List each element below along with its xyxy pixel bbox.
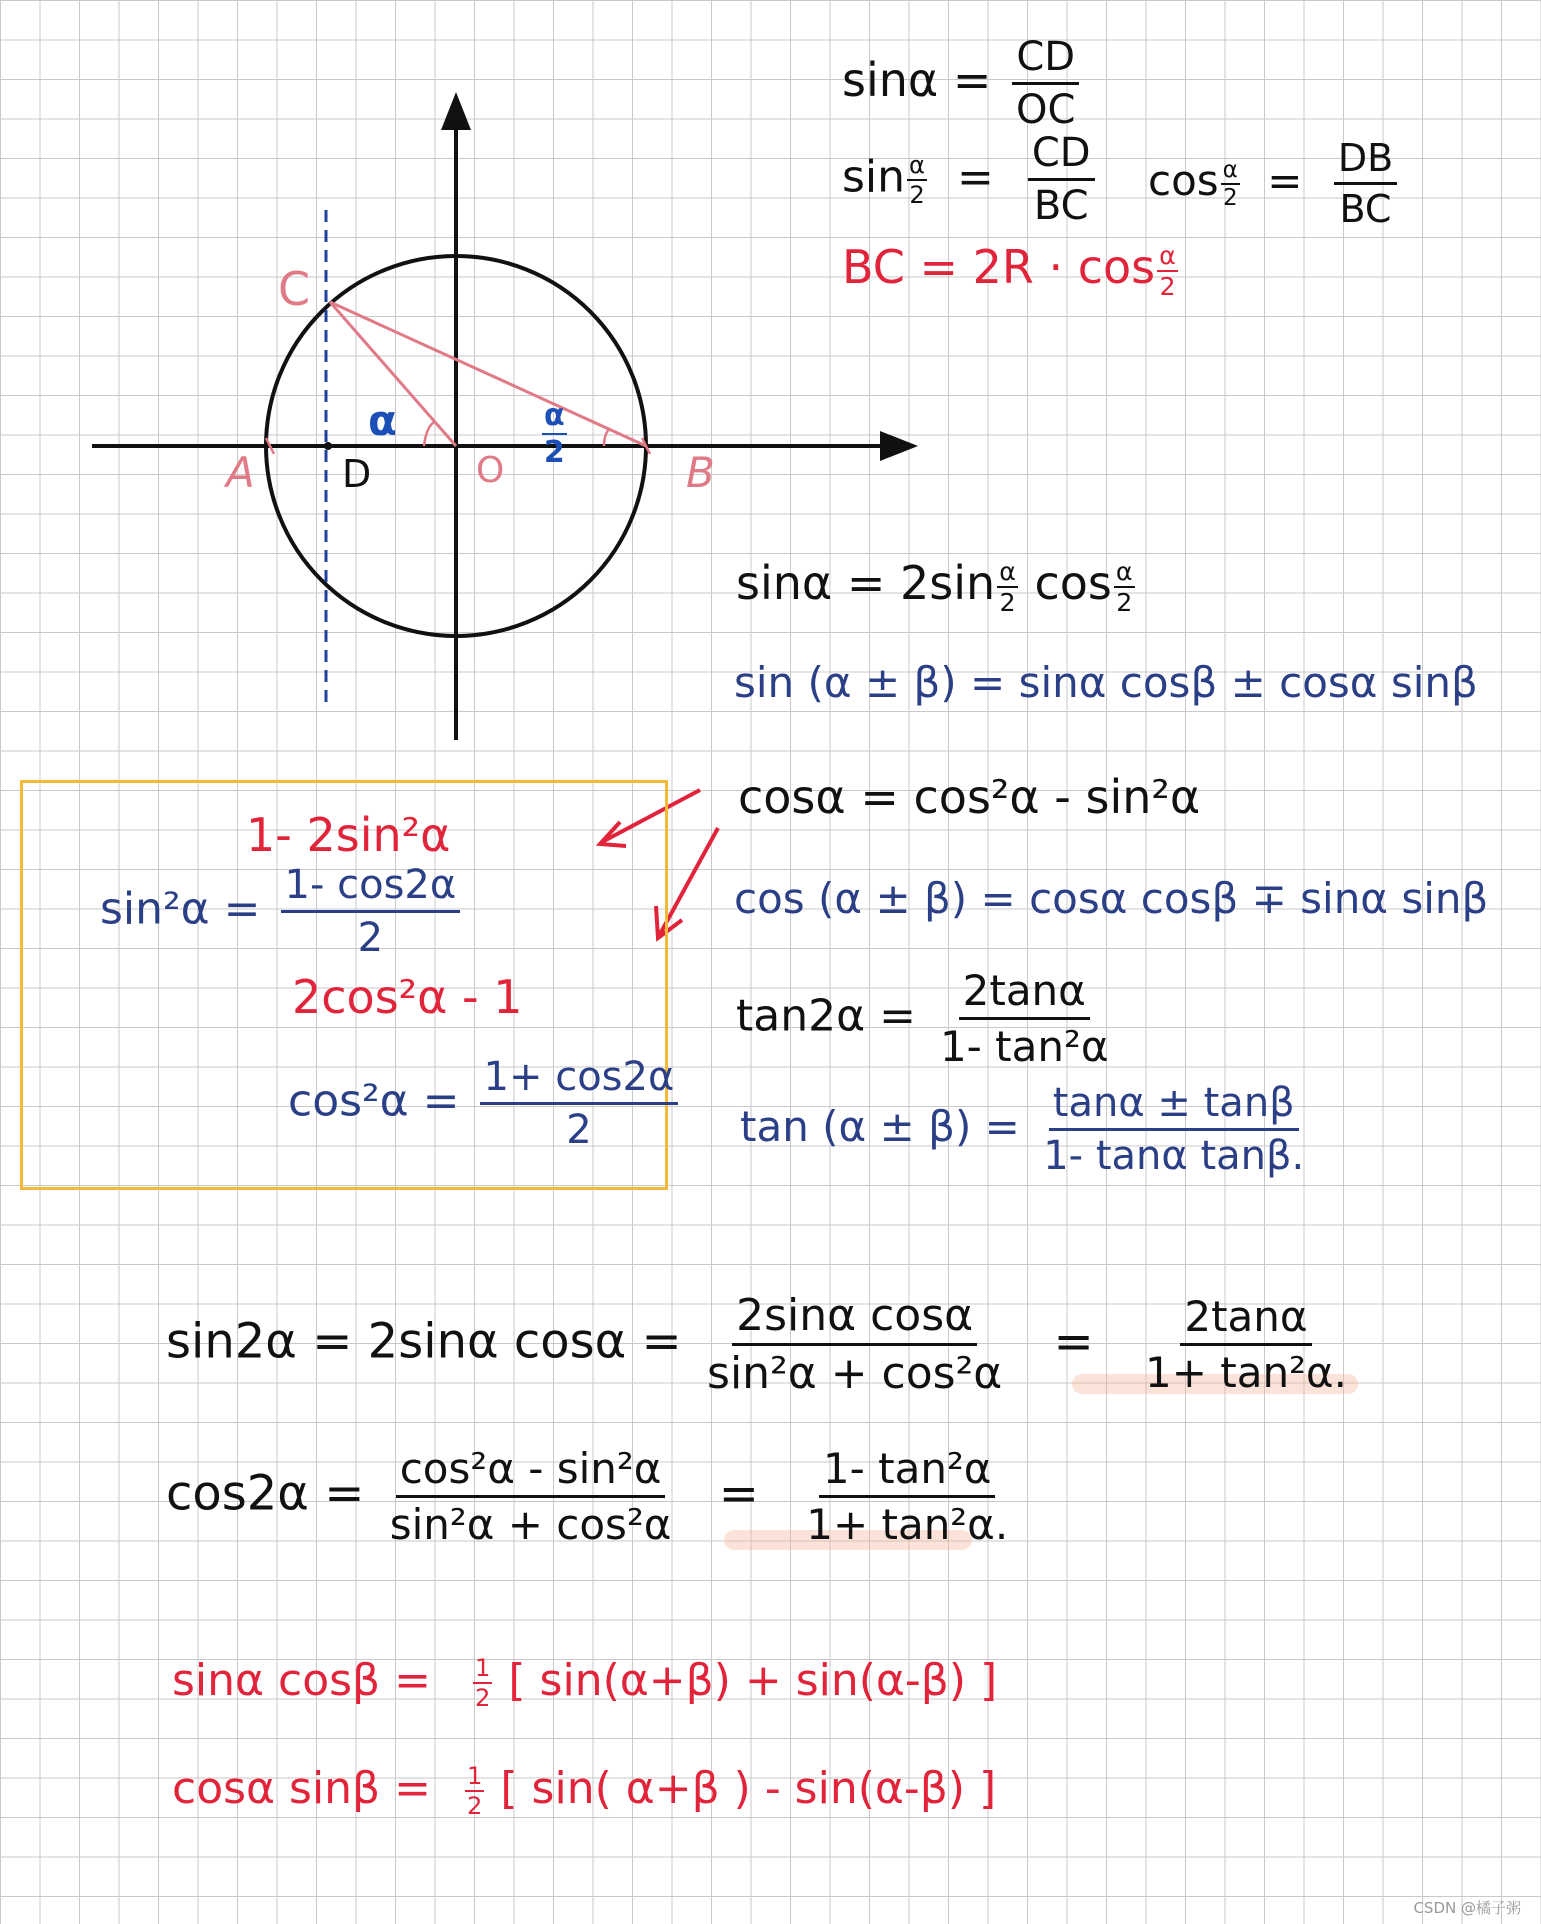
box-red-2: 2cos²α - 1 <box>292 970 523 1024</box>
box-cos-squared: cos²α = $\frac{1+ \cos 2\alpha}{2}$ <box>288 1054 684 1153</box>
formula-cos-sum: cos (α ± β) = cosα cosβ ∓ sinα sinβ <box>734 874 1489 923</box>
formula-sin-alpha: sinα = $\frac{CD}{OC}$ <box>842 34 1085 133</box>
label-o: O <box>476 450 505 491</box>
box-red-1: 1- 2sin²α <box>246 808 451 862</box>
label-a: A <box>226 448 255 497</box>
formula-bc: BC = 2R · cos $\frac{\alpha}{2}$ <box>842 240 1176 301</box>
formula-cos2a: cos2α = $\frac{\text{cos²α - sin²α}}{\text{sin²α + cos²α}}$ = $\frac{\text{1- tan²α}}{\text{1+ tan²α.}}$ <box>166 1444 1009 1549</box>
formula-cos-double: cosα = cos²α - sin²α <box>738 770 1201 824</box>
label-alpha: α <box>368 396 397 445</box>
label-b: B <box>686 448 715 497</box>
formula-sin-sum: sin (α ± β) = sinα cosβ ± cosα sinβ <box>734 658 1478 707</box>
formula-sin-double-half: sinα = 2sin $\frac{\alpha}{2}$ cos $\frac{\alpha}{2}$ <box>736 556 1133 617</box>
formula-tan-double: tan2α = $\frac{2\tan\alpha}{\text{1- tan²α}}$ <box>736 966 1109 1071</box>
formula-sin2a: sin2α = 2sinα cosα = $\frac{\text{2sinα cosα}}{\text{sin²α + cos²α}}$ = $\frac{2\tan\alpha}{\text{1+ tan²α.}}$ <box>166 1290 1347 1399</box>
formula-product-1: sinα cosβ = $\frac{1}{2}$ [ sin(α+β) + sin(α-β) ] <box>172 1654 998 1712</box>
watermark: CSDN @橘子粥 <box>1413 1899 1521 1917</box>
formula-cos-half: cos $\frac{\alpha}{2}$ = $\frac{DB}{BC}$ <box>1148 136 1403 231</box>
box-sin-squared: sin²α = $\frac{1- \cos 2\alpha}{2}$ <box>100 862 466 961</box>
label-c: C <box>278 262 311 316</box>
formula-tan-sum: tan (α ± β) = $\frac{\tan\alpha \pm \tan\beta}{\text{1- tanα tanβ.}}$ <box>740 1080 1305 1179</box>
formula-sin-half: sin $\frac{\alpha}{2}$ = $\frac{CD}{BC}$ <box>842 130 1101 229</box>
label-half-alpha: $\frac{\alpha}{2}$ <box>543 398 565 470</box>
label-d: D <box>342 452 372 496</box>
formula-product-2: cosα sinβ = $\frac{1}{2}$ [ sin( α+β ) - sin(α-β) ] <box>172 1762 997 1820</box>
